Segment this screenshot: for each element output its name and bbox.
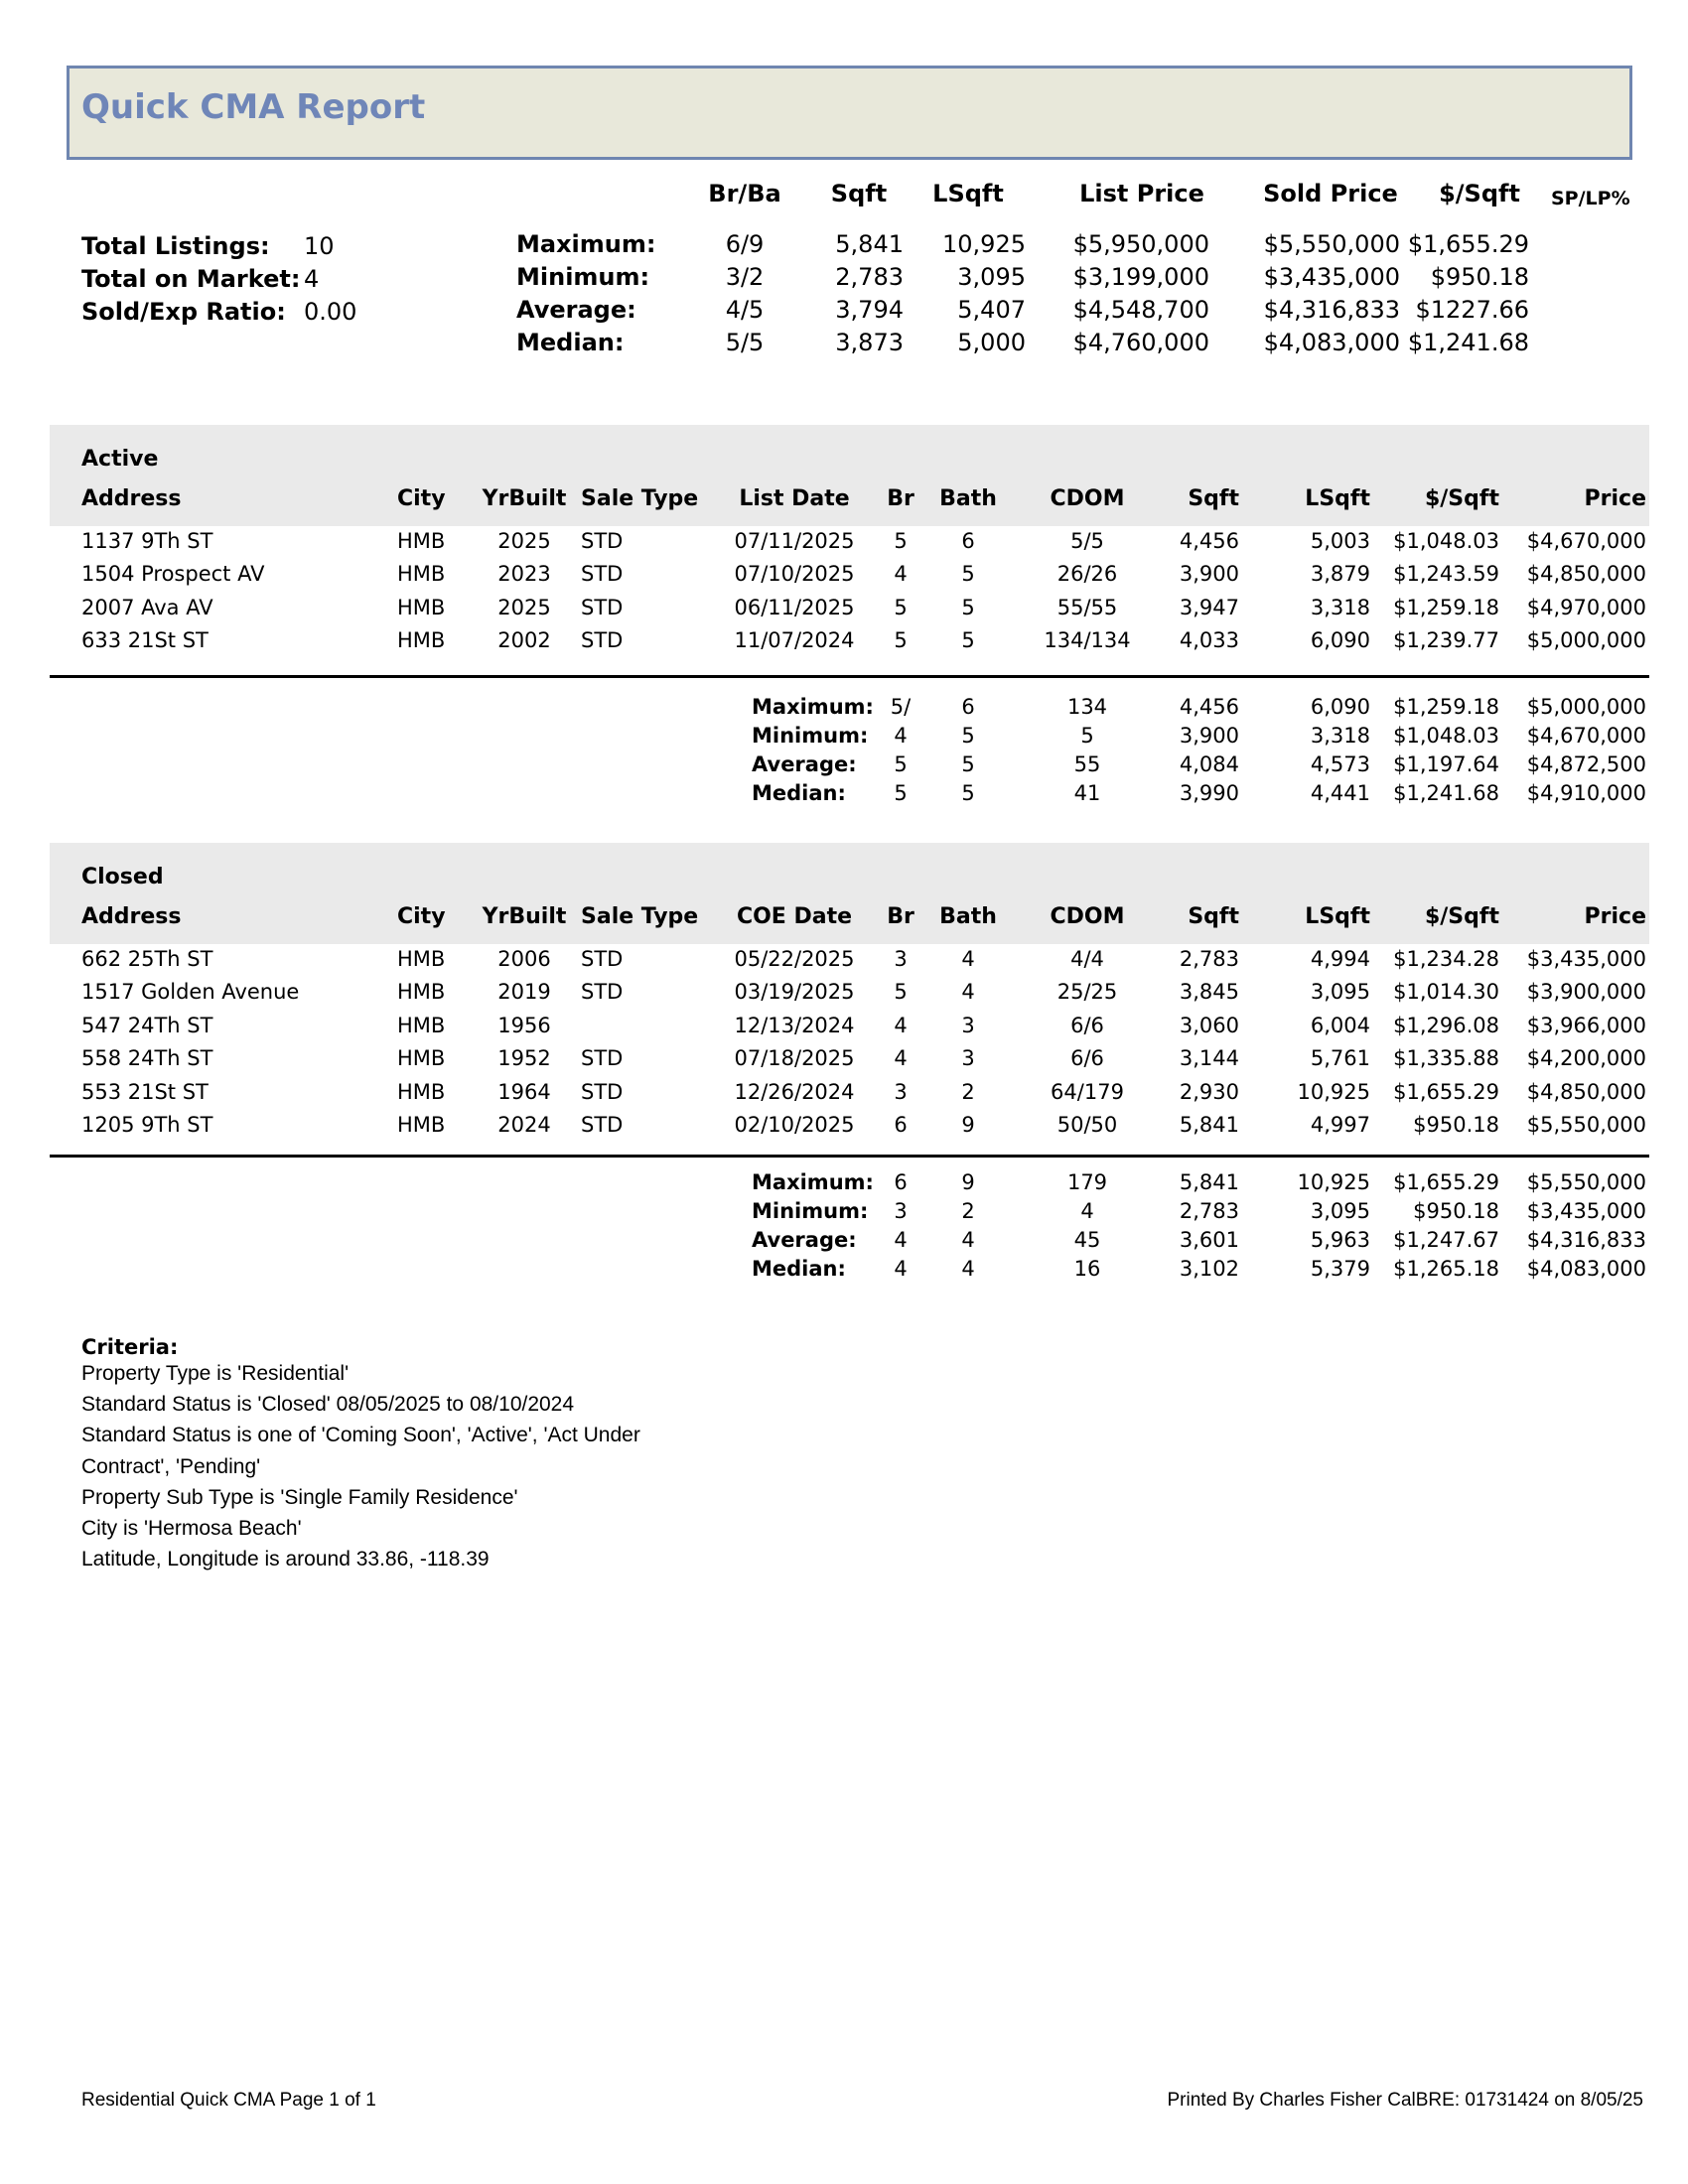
active-stat-cell: 5 <box>961 724 975 748</box>
closed-cell: 2019 <box>497 980 551 1005</box>
closed-cell: $3,435,000 <box>1526 947 1646 971</box>
closed-stat-cell: 179 <box>1066 1170 1108 1194</box>
closed-stat-cell: Maximum: <box>752 1170 874 1194</box>
closed-cell: 3 <box>894 1079 908 1104</box>
closed-cell: 3,095 <box>1310 980 1370 1005</box>
closed-cell: 64/179 <box>1051 1079 1124 1104</box>
active-col-header: Br <box>887 486 914 511</box>
closed-cell: STD <box>581 1079 624 1104</box>
closed-cell: 6/6 <box>1070 1046 1104 1071</box>
footer-page-info: Residential Quick CMA Page 1 of 1 <box>81 2090 376 2111</box>
active-divider <box>50 675 1649 678</box>
active-cell: 134/134 <box>1044 628 1131 653</box>
active-col-header: City <box>397 486 446 511</box>
closed-cell: STD <box>581 1046 624 1071</box>
active-stat-cell: 134 <box>1066 695 1108 719</box>
closed-cell: STD <box>581 980 624 1005</box>
active-cell: 07/10/2025 <box>734 562 855 587</box>
summary-stat-sqft: 5,841 <box>835 230 904 258</box>
closed-cell: 6/6 <box>1070 1013 1104 1037</box>
active-cell: 3,900 <box>1179 562 1239 587</box>
active-col-header: Sqft <box>1188 486 1239 511</box>
active-col-header: Bath <box>939 486 997 511</box>
summary-stat-sold: $4,083,000 <box>1263 329 1400 356</box>
closed-cell: HMB <box>397 1013 446 1037</box>
active-cell: 5 <box>894 529 908 553</box>
summary-stat-brba: 6/9 <box>725 230 765 258</box>
closed-col-header: Br <box>887 904 914 929</box>
active-cell: 55/55 <box>1056 595 1118 619</box>
closed-cell: $950.18 <box>1413 1113 1499 1137</box>
active-stat-cell: Maximum: <box>752 695 874 719</box>
summary-stat-brba: 5/5 <box>725 329 765 356</box>
closed-cell: 5 <box>894 980 908 1005</box>
active-cell: 06/11/2025 <box>734 595 855 619</box>
total-listings-value: 10 <box>304 232 335 260</box>
closed-cell: HMB <box>397 947 446 971</box>
closed-col-header: Bath <box>939 904 997 929</box>
active-stat-cell: $1,259.18 <box>1393 695 1499 719</box>
closed-cell: $1,655.29 <box>1393 1079 1499 1104</box>
active-stat-cell: 4,456 <box>1179 695 1239 719</box>
closed-cell: 2024 <box>497 1113 551 1137</box>
closed-cell: 1956 <box>497 1013 551 1037</box>
active-cell: STD <box>581 529 624 553</box>
closed-stat-cell: 4 <box>894 1228 908 1252</box>
criteria-line: Property Type is 'Residential' <box>81 1362 350 1385</box>
summary-stat-label: Median: <box>516 329 625 356</box>
active-section-title: Active <box>81 447 159 472</box>
active-cell: 5 <box>894 595 908 619</box>
summary-header-sqft: Sqft <box>830 180 888 207</box>
summary-stat-list: $3,199,000 <box>1072 263 1209 291</box>
active-cell: 2025 <box>497 529 551 553</box>
closed-cell: 4/4 <box>1070 947 1104 971</box>
closed-cell: HMB <box>397 1079 446 1104</box>
active-cell: 5/5 <box>1070 529 1104 553</box>
active-cell: STD <box>581 595 624 619</box>
active-cell: HMB <box>397 529 446 553</box>
summary-stat-label: Average: <box>516 296 636 324</box>
closed-stat-cell: Minimum: <box>752 1199 869 1223</box>
closed-cell: 1964 <box>497 1079 551 1104</box>
summary-header-list-price: List Price <box>1079 180 1204 207</box>
active-stat-cell: 5 <box>894 781 908 805</box>
closed-cell: 547 24Th ST <box>81 1013 213 1037</box>
closed-cell: 50/50 <box>1056 1113 1118 1137</box>
summary-header-brba: Br/Ba <box>708 180 781 207</box>
closed-cell: 3 <box>961 1013 975 1037</box>
summary-stat-sqft: 3,873 <box>835 329 904 356</box>
active-cell: 1504 Prospect AV <box>81 562 265 587</box>
criteria-line: Property Sub Type is 'Single Family Residence' <box>81 1485 518 1509</box>
closed-stat-cell: $4,316,833 <box>1526 1228 1646 1252</box>
closed-cell: STD <box>581 947 624 971</box>
active-cell: 3,318 <box>1310 595 1370 619</box>
closed-cell: $4,850,000 <box>1526 1079 1646 1104</box>
closed-cell: 4,994 <box>1310 947 1370 971</box>
closed-stat-cell: 2 <box>961 1199 975 1223</box>
summary-stat-sold: $5,550,000 <box>1263 230 1400 258</box>
active-stat-cell: 6,090 <box>1310 695 1370 719</box>
active-cell: 6,090 <box>1310 628 1370 653</box>
active-col-header: $/Sqft <box>1424 486 1499 511</box>
closed-col-header: Address <box>81 904 182 929</box>
closed-cell: 3,144 <box>1179 1046 1239 1071</box>
active-stat-cell: 4,441 <box>1310 781 1370 805</box>
closed-col-header: Sale Type <box>581 904 699 929</box>
summary-stat-lsqft: 5,000 <box>957 329 1026 356</box>
closed-col-header: YrBuilt <box>482 904 567 929</box>
active-cell: 2025 <box>497 595 551 619</box>
closed-cell: 558 24Th ST <box>81 1046 213 1071</box>
closed-stat-cell: 3,601 <box>1179 1228 1239 1252</box>
active-cell: HMB <box>397 562 446 587</box>
closed-cell: 662 25Th ST <box>81 947 213 971</box>
closed-cell: HMB <box>397 1113 446 1137</box>
active-stat-cell: $1,048.03 <box>1393 724 1499 748</box>
summary-stat-lsqft: 10,925 <box>942 230 1026 258</box>
closed-cell: HMB <box>397 980 446 1005</box>
active-stat-cell: 4 <box>894 724 908 748</box>
summary-stat-list: $5,950,000 <box>1072 230 1209 258</box>
closed-cell: $1,234.28 <box>1393 947 1499 971</box>
active-cell: 4,456 <box>1179 529 1239 553</box>
closed-divider <box>50 1155 1649 1158</box>
summary-stat-brba: 4/5 <box>725 296 765 324</box>
active-stat-cell: 3,318 <box>1310 724 1370 748</box>
closed-stat-cell: $1,247.67 <box>1393 1228 1499 1252</box>
summary-stat-lsqft: 3,095 <box>957 263 1026 291</box>
closed-stat-cell: 4 <box>961 1228 975 1252</box>
summary-stat-ppsf: $1227.66 <box>1415 296 1529 324</box>
active-col-header: Sale Type <box>581 486 699 511</box>
active-cell: STD <box>581 562 624 587</box>
closed-cell: $1,335.88 <box>1393 1046 1499 1071</box>
closed-stat-cell: 2,783 <box>1179 1199 1239 1223</box>
closed-stat-cell: $1,265.18 <box>1393 1257 1499 1281</box>
closed-col-header: Sqft <box>1188 904 1239 929</box>
sold-exp-ratio-label: Sold/Exp Ratio: <box>81 298 286 326</box>
closed-cell: 10,925 <box>1297 1079 1370 1104</box>
closed-cell: 12/26/2024 <box>734 1079 855 1104</box>
closed-col-header: Price <box>1584 904 1646 929</box>
closed-stat-cell: 5,379 <box>1310 1257 1370 1281</box>
closed-stat-cell: 3,095 <box>1310 1199 1370 1223</box>
summary-stat-ppsf: $1,655.29 <box>1407 230 1529 258</box>
closed-stat-cell: 10,925 <box>1297 1170 1370 1194</box>
closed-cell: STD <box>581 1113 624 1137</box>
closed-stat-cell: $3,435,000 <box>1526 1199 1646 1223</box>
closed-cell: $4,200,000 <box>1526 1046 1646 1071</box>
criteria-title: Criteria: <box>81 1335 179 1359</box>
active-stat-cell: 5 <box>961 752 975 776</box>
summary-header-sold-price: Sold Price <box>1263 180 1398 207</box>
active-stat-cell: 5 <box>894 752 908 776</box>
active-stat-cell: 4,084 <box>1179 752 1239 776</box>
active-stat-cell: 4,573 <box>1310 752 1370 776</box>
closed-cell: 9 <box>961 1113 975 1137</box>
closed-stat-cell: $1,655.29 <box>1393 1170 1499 1194</box>
active-col-header: List Date <box>739 486 850 511</box>
active-cell: $1,048.03 <box>1393 529 1499 553</box>
closed-cell: 553 21St ST <box>81 1079 209 1104</box>
closed-section-title: Closed <box>81 865 164 889</box>
active-cell: 5 <box>961 595 975 619</box>
closed-stat-cell: 16 <box>1073 1257 1101 1281</box>
closed-stat-cell: 4 <box>961 1257 975 1281</box>
active-cell: 11/07/2024 <box>734 628 855 653</box>
closed-cell: 2006 <box>497 947 551 971</box>
active-cell: 2002 <box>497 628 551 653</box>
closed-cell: 1952 <box>497 1046 551 1071</box>
active-stat-cell: 3,990 <box>1179 781 1239 805</box>
active-stat-cell: $4,872,500 <box>1526 752 1646 776</box>
active-cell: 3,879 <box>1310 562 1370 587</box>
closed-stat-cell: 9 <box>961 1170 975 1194</box>
criteria-line: Standard Status is one of 'Coming Soon', 'Active', 'Act Under <box>81 1424 640 1447</box>
closed-stat-cell: 3 <box>894 1199 908 1223</box>
closed-cell: 3 <box>961 1046 975 1071</box>
closed-cell: 3,845 <box>1179 980 1239 1005</box>
closed-cell: 25/25 <box>1056 980 1118 1005</box>
active-col-header: CDOM <box>1050 486 1125 511</box>
active-cell: 26/26 <box>1056 562 1118 587</box>
closed-cell: 12/13/2024 <box>734 1013 855 1037</box>
closed-stat-cell: $5,550,000 <box>1526 1170 1646 1194</box>
closed-stat-cell: 5,963 <box>1310 1228 1370 1252</box>
active-cell: 2007 Ava AV <box>81 595 213 619</box>
closed-cell: 03/19/2025 <box>734 980 855 1005</box>
summary-stat-list: $4,760,000 <box>1072 329 1209 356</box>
active-stat-cell: 41 <box>1073 781 1101 805</box>
active-cell: 5 <box>961 628 975 653</box>
summary-stat-label: Maximum: <box>516 230 656 258</box>
closed-cell: 07/18/2025 <box>734 1046 855 1071</box>
active-stat-cell: Median: <box>752 781 846 805</box>
closed-cell: $3,900,000 <box>1526 980 1646 1005</box>
active-cell: 07/11/2025 <box>734 529 855 553</box>
active-stat-cell: $1,241.68 <box>1393 781 1499 805</box>
closed-col-header: City <box>397 904 446 929</box>
active-cell: 5 <box>961 562 975 587</box>
closed-cell: 02/10/2025 <box>734 1113 855 1137</box>
summary-header-splp: SP/LP% <box>1551 188 1630 209</box>
active-cell: $4,670,000 <box>1526 529 1646 553</box>
active-stat-cell: 5/ <box>890 695 912 719</box>
closed-cell: 5,841 <box>1179 1113 1239 1137</box>
active-col-header: YrBuilt <box>482 486 567 511</box>
closed-stat-cell: 4 <box>894 1257 908 1281</box>
active-cell: 633 21St ST <box>81 628 209 653</box>
active-col-header: Address <box>81 486 182 511</box>
summary-header-lsqft: LSqft <box>932 180 1004 207</box>
closed-cell: 4 <box>961 980 975 1005</box>
active-cell: 2023 <box>497 562 551 587</box>
footer-printed-by: Printed By Charles Fisher CalBRE: 01731424 on 8/05/25 <box>1167 2090 1643 2111</box>
active-stat-cell: $1,197.64 <box>1393 752 1499 776</box>
summary-stat-sold: $4,316,833 <box>1263 296 1400 324</box>
summary-stat-sold: $3,435,000 <box>1263 263 1400 291</box>
closed-cell: 6,004 <box>1310 1013 1370 1037</box>
closed-col-header: $/Sqft <box>1424 904 1499 929</box>
closed-cell: HMB <box>397 1046 446 1071</box>
active-cell: $1,259.18 <box>1393 595 1499 619</box>
closed-cell: 3 <box>894 947 908 971</box>
closed-cell: 2 <box>961 1079 975 1104</box>
closed-stat-cell: $4,083,000 <box>1526 1257 1646 1281</box>
closed-col-header: COE Date <box>736 904 853 929</box>
closed-cell: 1205 9Th ST <box>81 1113 213 1137</box>
summary-stat-sqft: 3,794 <box>835 296 904 324</box>
summary-stat-lsqft: 5,407 <box>957 296 1026 324</box>
criteria-line: Latitude, Longitude is around 33.86, -118.39 <box>81 1548 490 1571</box>
active-stat-cell: Minimum: <box>752 724 869 748</box>
closed-cell: 5,761 <box>1310 1046 1370 1071</box>
closed-stat-cell: 4 <box>1080 1199 1094 1223</box>
active-cell: STD <box>581 628 624 653</box>
closed-cell: $3,966,000 <box>1526 1013 1646 1037</box>
sold-exp-ratio-value: 0.00 <box>304 298 357 326</box>
active-cell: 6 <box>961 529 975 553</box>
active-cell: 4 <box>894 562 908 587</box>
closed-stat-cell: 45 <box>1073 1228 1101 1252</box>
active-col-header: LSqft <box>1305 486 1370 511</box>
active-stat-cell: Average: <box>752 752 857 776</box>
summary-stat-sqft: 2,783 <box>835 263 904 291</box>
closed-stat-cell: 3,102 <box>1179 1257 1239 1281</box>
active-cell: 5,003 <box>1310 529 1370 553</box>
closed-cell: $1,014.30 <box>1393 980 1499 1005</box>
active-cell: $1,239.77 <box>1393 628 1499 653</box>
active-cell: 1137 9Th ST <box>81 529 213 553</box>
active-cell: 5 <box>894 628 908 653</box>
closed-cell: 4,997 <box>1310 1113 1370 1137</box>
closed-cell: 4 <box>961 947 975 971</box>
closed-cell: 05/22/2025 <box>734 947 855 971</box>
closed-cell: $5,550,000 <box>1526 1113 1646 1137</box>
active-cell: $1,243.59 <box>1393 562 1499 587</box>
total-on-market-value: 4 <box>304 265 320 293</box>
closed-stat-cell: Median: <box>752 1257 846 1281</box>
closed-col-header: CDOM <box>1050 904 1125 929</box>
total-on-market-label: Total on Market: <box>81 265 301 293</box>
active-col-header: Price <box>1584 486 1646 511</box>
active-stat-cell: $5,000,000 <box>1526 695 1646 719</box>
active-stat-cell: $4,670,000 <box>1526 724 1646 748</box>
active-cell: 3,947 <box>1179 595 1239 619</box>
closed-cell: $1,296.08 <box>1393 1013 1499 1037</box>
closed-cell: 4 <box>894 1013 908 1037</box>
closed-stat-cell: $950.18 <box>1413 1199 1499 1223</box>
active-stat-cell: 6 <box>961 695 975 719</box>
summary-stat-ppsf: $1,241.68 <box>1407 329 1529 356</box>
closed-stat-cell: 5,841 <box>1179 1170 1239 1194</box>
active-cell: HMB <box>397 595 446 619</box>
closed-cell: 2,930 <box>1179 1079 1239 1104</box>
active-cell: HMB <box>397 628 446 653</box>
closed-cell: 2,783 <box>1179 947 1239 971</box>
active-stat-cell: 5 <box>961 781 975 805</box>
summary-header-ppsf: $/Sqft <box>1439 180 1520 207</box>
active-cell: $4,850,000 <box>1526 562 1646 587</box>
closed-stat-cell: 6 <box>894 1170 908 1194</box>
closed-cell: 3,060 <box>1179 1013 1239 1037</box>
total-listings-label: Total Listings: <box>81 232 270 260</box>
report-title: Quick CMA Report <box>81 87 426 127</box>
criteria-line: City is 'Hermosa Beach' <box>81 1517 302 1540</box>
closed-cell: 1517 Golden Avenue <box>81 980 300 1005</box>
active-cell: $4,970,000 <box>1526 595 1646 619</box>
closed-col-header: LSqft <box>1305 904 1370 929</box>
closed-cell: 6 <box>894 1113 908 1137</box>
summary-stat-label: Minimum: <box>516 263 650 291</box>
active-cell: 4,033 <box>1179 628 1239 653</box>
active-cell: $5,000,000 <box>1526 628 1646 653</box>
active-stat-cell: $4,910,000 <box>1526 781 1646 805</box>
active-stat-cell: 5 <box>1080 724 1094 748</box>
summary-stat-brba: 3/2 <box>725 263 765 291</box>
closed-stat-cell: Average: <box>752 1228 857 1252</box>
closed-cell: 4 <box>894 1046 908 1071</box>
active-stat-cell: 55 <box>1073 752 1101 776</box>
summary-stat-list: $4,548,700 <box>1072 296 1209 324</box>
active-stat-cell: 3,900 <box>1179 724 1239 748</box>
criteria-line: Standard Status is 'Closed' 08/05/2025 to 08/10/2024 <box>81 1393 575 1417</box>
criteria-line: Contract', 'Pending' <box>81 1454 261 1478</box>
summary-stat-ppsf: $950.18 <box>1430 263 1529 291</box>
